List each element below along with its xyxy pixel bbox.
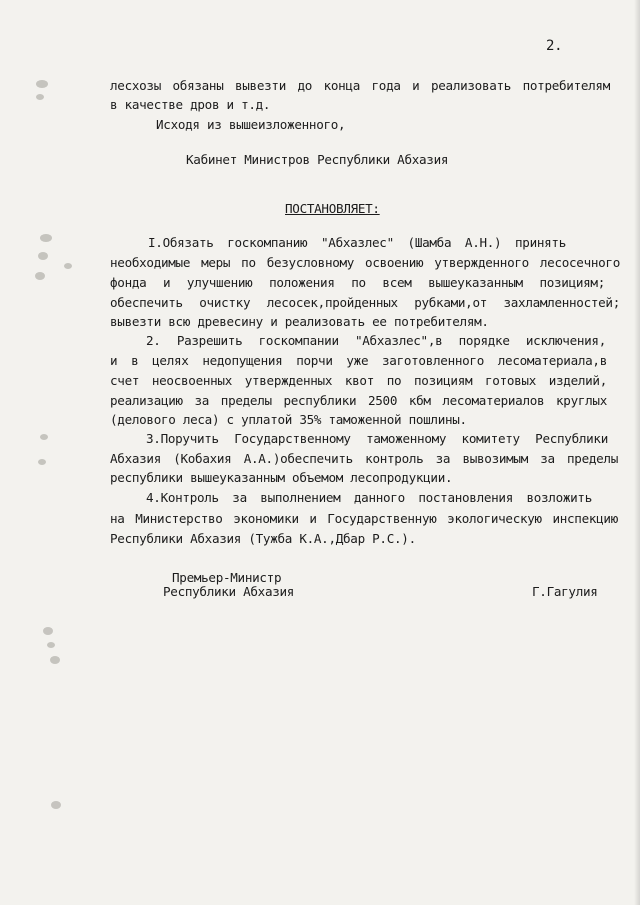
item-3-line-3: республики вышеуказанным объемом лесопродукции. (110, 470, 453, 485)
signature-position-line-1: Премьер-Министр (172, 570, 282, 585)
punch-hole (47, 642, 55, 648)
item-2-line-5: (делового леса) с уплатой 35% таможенной пошлины. (110, 412, 467, 427)
punch-hole (51, 801, 61, 809)
signature-name: Г.Гагулия (532, 584, 598, 599)
item-2-line-3: счет неосвоенных утвержденных квот по позициям готовых изделий, (110, 373, 607, 388)
punch-hole (43, 627, 53, 635)
intro-line-2: в качестве дров и т.д. (110, 97, 271, 112)
decree-word: ПОСТАНОВЛЯЕТ: (285, 201, 380, 216)
punch-hole (50, 656, 60, 664)
intro-line-3: Исходя из вышеизложенного, (156, 117, 346, 132)
item-4-lines-2-3: на Министерство экономики и Государственную экологическую инспекцию Республики Абхазия (Тужба К.А.,Дбар Р.С.). (110, 511, 618, 546)
item-1-line-1: I.Обязать госкомпанию "Абхазлес" (Шамба А.Н.) принять (148, 235, 566, 250)
item-1-line-2: необходимые меры по безусловному освоению утвержденного лесосечного (110, 255, 620, 270)
punch-hole (40, 434, 48, 440)
page-edge-shadow (634, 0, 640, 905)
issuer: Кабинет Министров Республики Абхазия (186, 152, 449, 167)
item-1-line-3: фонда и улучшению положения по всем вышеуказанным позициям; (110, 275, 605, 290)
intro-line-1: лесхозы обязаны вывезти до конца года и реализовать потребителям (110, 78, 610, 93)
item-1-line-5: вывезти всю древесину и реализовать ее потребителям. (110, 314, 489, 329)
punch-holes-decoration (0, 0, 80, 905)
punch-hole (36, 80, 48, 88)
item-2-line-4: реализацию за пределы республики 2500 кбм лесоматериалов круглых (110, 393, 607, 408)
item-3-line-1: 3.Поручить Государственному таможенному комитету Республики (146, 431, 608, 446)
item-2-line-1: 2. Разрешить госкомпании "Абхазлес",в порядке исключения, (146, 333, 606, 348)
punch-hole (38, 459, 46, 465)
punch-hole (35, 272, 45, 280)
punch-hole (64, 263, 72, 269)
punch-hole (36, 94, 44, 100)
signature-position-line-2: Республики Абхазия (163, 584, 295, 599)
item-2-line-2: и в целях недопущения порчи уже заготовленного лесоматериала,в (110, 353, 607, 368)
item-1-line-4: обеспечить очистку лесосек,пройденных рубками,от захламленностей; (110, 295, 620, 310)
item-4-line-1: 4.Контроль за выполнением данного постановления возложить (146, 490, 592, 505)
punch-hole (40, 234, 52, 242)
punch-hole (38, 252, 48, 260)
item-3-line-2: Абхазия (Кобахия А.А.)обеспечить контроль за вывозимым за пределы (110, 451, 618, 466)
page-number: 2. (546, 38, 563, 54)
